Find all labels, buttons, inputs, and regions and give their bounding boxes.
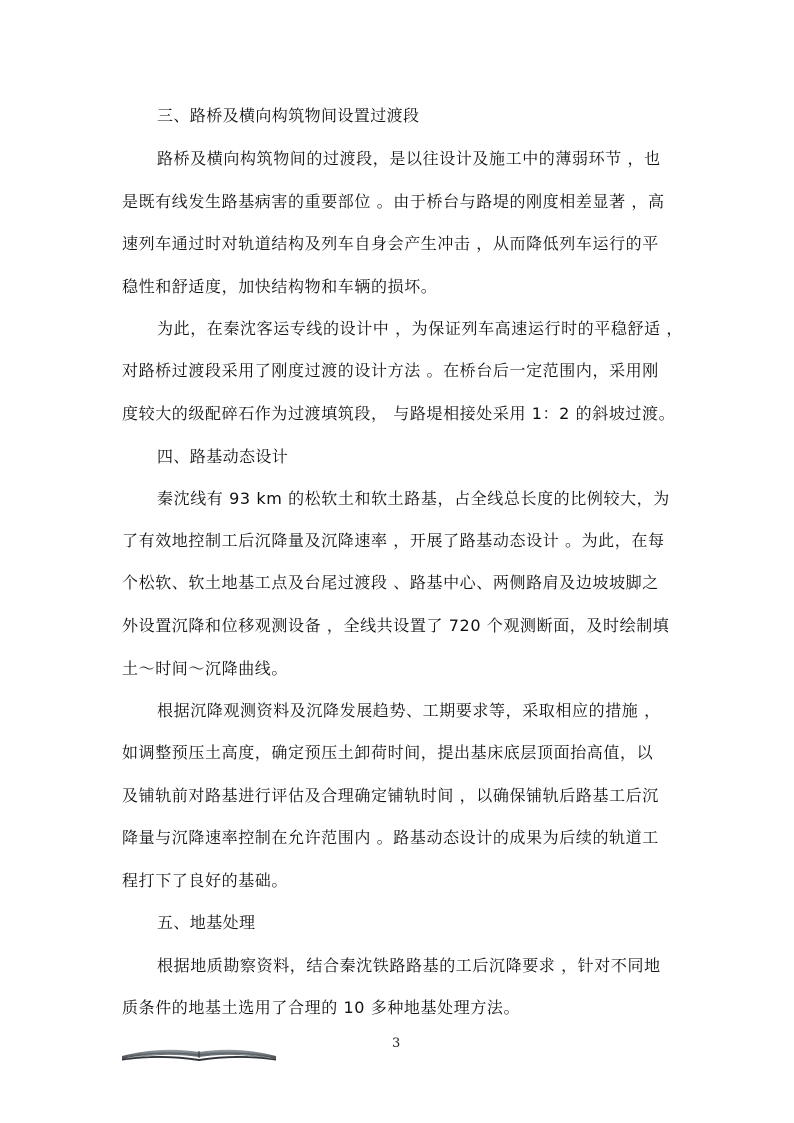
page-number: 3 [392,1036,401,1051]
paragraph-line: 如调整预压土高度，确定预压土卸荷时间，提出基床底层顶面抬高值，以 [122,743,654,762]
paragraph-line: 质条件的地基土选用了合理的 10 多种地基处理方法。 [122,998,521,1017]
section-heading-4: 四、路基动态设计 [157,447,289,466]
section-heading-3: 三、路桥及横向构筑物间设置过渡段 [157,106,420,125]
section-heading-5: 五、地基处理 [157,913,256,932]
paragraph-line: 秦沈线有 93 km 的松软土和软土路基，占全线总长度的比例较大，为 [157,489,670,508]
paragraph-line: 降量与沉降速率控制在允许范围内 。路基动态设计的成果为后续的轨道工 [122,828,659,847]
paragraph-line: 个松软、软土地基工点及台尾过渡段 、路基中心、两侧路肩及边坡坡脚之 [122,573,659,592]
paragraph-line: 外设置沉降和位移观测设备 ，全线共设置了 720 个观测断面，及时绘制填 [122,616,670,635]
paragraph-line: 土～时间～沉降曲线。 [122,659,289,678]
paragraph-line: 是既有线发生路基病害的重要部位 。由于桥台与路堤的刚度相差显著 ，高 [122,192,665,211]
paragraph-line: 度较大的级配碎石作为过渡填筑段， 与路堤相接处采用 1：2 的斜坡过渡。 [122,404,676,423]
paragraph-line: 路桥及横向构筑物间的过渡段，是以往设计及施工中的薄弱环节 ，也 [157,149,661,168]
paragraph-line: 程打下了良好的基础。 [122,871,289,890]
paragraph-line: 对路桥过渡段采用了刚度过渡的设计方法 。在桥台后一定范围内，采用刚 [122,361,659,380]
paragraph-line: 速列车通过时对轨道结构及列车自身会产生冲击 ，从而降低列车运行的平 [122,234,659,253]
paragraph-line: 及铺轨前对路基进行评估及合理确定铺轨时间 ，以确保铺轨后路基工后沉 [122,786,659,805]
paragraph-line: 稳性和舒适度，加快结构物和车辆的损坏。 [122,277,438,296]
open-book-icon [120,1042,278,1062]
paragraph-line: 了有效地控制工后沉降量及沉降速率 ，开展了路基动态设计 。为此，在每 [122,531,665,550]
paragraph-line: 根据地质勘察资料，结合秦沈铁路路基的工后沉降要求 ，针对不同地 [157,956,661,975]
paragraph-line: 根据沉降观测资料及沉降发展趋势、工期要求等，采取相应的措施 ， [157,701,661,720]
paragraph-line: 为此，在秦沈客运专线的设计中 ，为保证列车高速运行时的平稳舒适 ， [157,319,683,338]
